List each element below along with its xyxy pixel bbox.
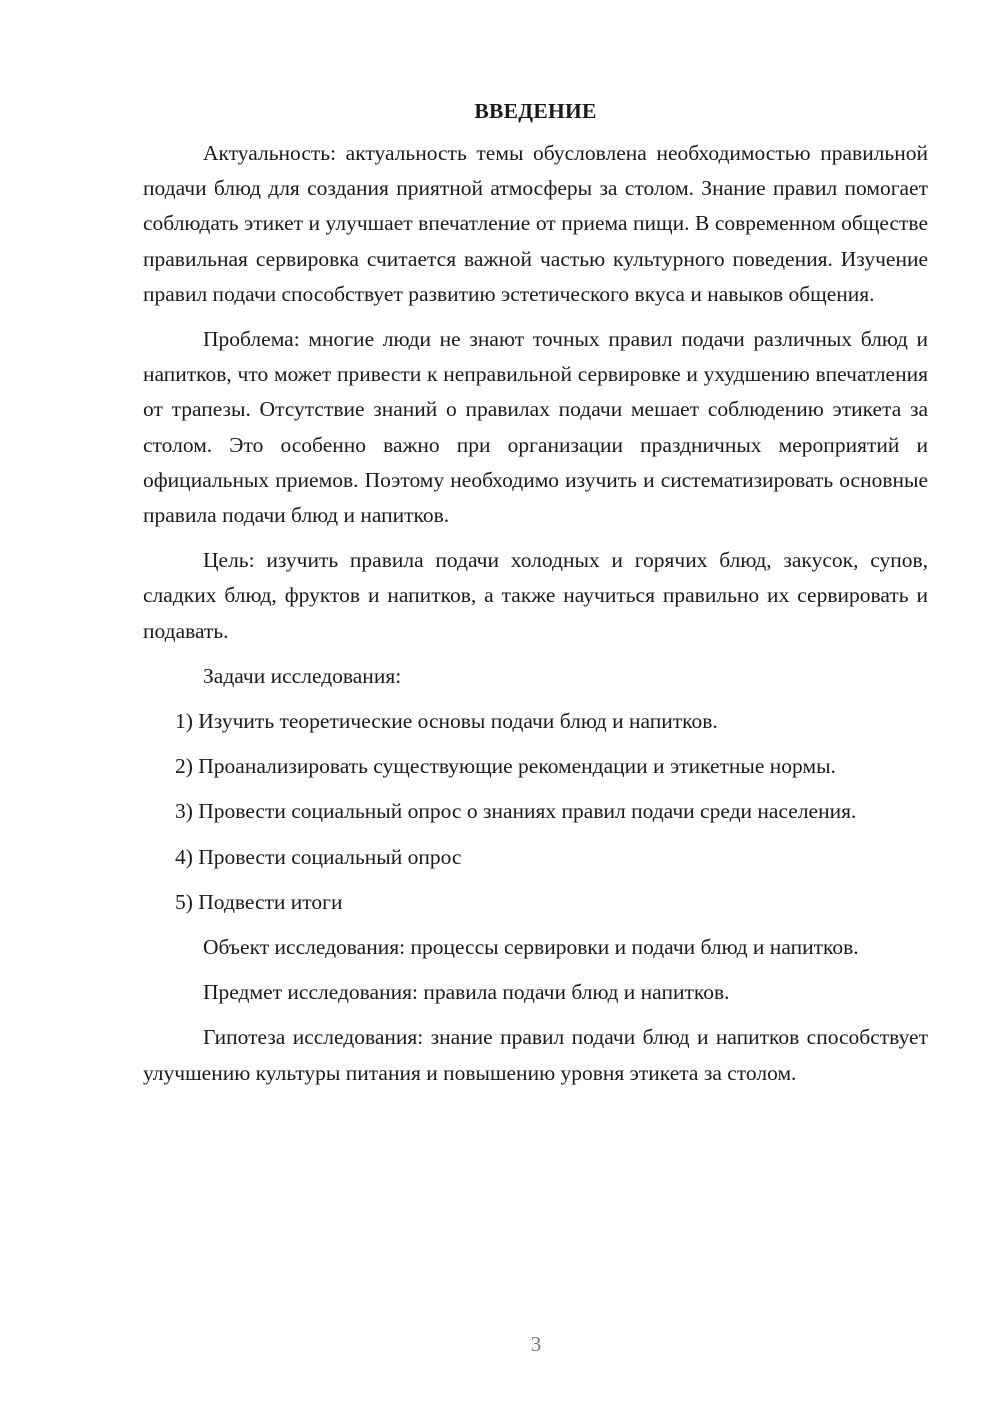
task-item: 2) Проанализировать существующие рекомендации и этикетные нормы. <box>175 754 836 779</box>
task-item: 4) Провести социальный опрос <box>175 844 462 869</box>
page-title: ВВЕДЕНИЕ <box>474 99 597 123</box>
problem-paragraph: Проблема: многие люди не знают точных правил подачи различных блюд и напитков, что может привести к неправильной сервировке и ухудшению впечатления от трапезы. Отсутствие знаний о правилах подачи мешает соблюдению этикета за столом. Это особенно важно при организации праздничных мероприятий и официальных приемов. Поэтому необходимо изучить и систематизировать основные правила подачи блюд и напитков. <box>143 327 928 528</box>
goal-paragraph: Цель: изучить правила подачи холодных и горячих блюд, закусок, супов, сладких блюд, фруктов и напитков, а также научиться правильно их сервировать и подавать. <box>143 548 928 643</box>
document-page <box>143 96 928 1101</box>
subject-paragraph: Предмет исследования: правила подачи блюд и напитков. <box>203 980 730 1005</box>
task-item: 1) Изучить теоретические основы подачи блюд и напитков. <box>175 709 718 734</box>
relevance-paragraph: Актуальность: актуальность темы обусловлена необходимостью правильной подачи блюд для создания приятной атмосферы за столом. Знание правил помогает соблюдать этикет и улучшает впечатление от приема пищи. В современном обществе правильная сервировка считается важной частью культурного поведения. Изучение правил подачи способствует развитию эстетического вкуса и навыков общения. <box>143 141 928 306</box>
hypothesis-paragraph: Гипотеза исследования: знание правил подачи блюд и напитков способствует улучшению культуры питания и повышению уровня этикета за столом. <box>143 1025 928 1085</box>
task-item: 3) Провести социальный опрос о знаниях правил подачи среди населения. <box>175 799 857 824</box>
task-item: 5) Подвести итоги <box>175 889 343 914</box>
tasks-heading: Задачи исследования: <box>203 663 402 688</box>
page-number: 3 <box>530 1332 542 1356</box>
object-paragraph: Объект исследования: процессы сервировки и подачи блюд и напитков. <box>203 935 859 960</box>
